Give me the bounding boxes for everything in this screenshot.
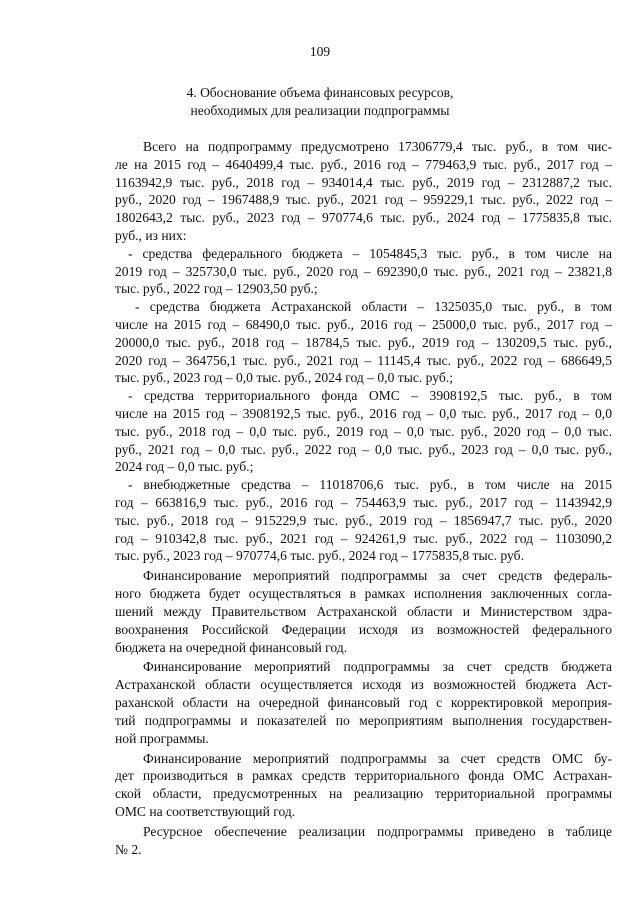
paragraph-line: числе на 2015 год – 3908192,5 тыс. руб., 2016 год – 0,0 тыс. руб., 2017 год – 0,0 <box>115 405 612 421</box>
paragraph <box>115 476 612 565</box>
section-heading-line-1: 4. Обоснование объема финансовых ресурсов, <box>186 85 454 100</box>
section-heading-line-2: необходимых для реализации подпрограммы <box>190 103 450 118</box>
paragraph-line: - средства федерального бюджета – 1054845,3 тыс. руб., в том числе на <box>128 245 612 261</box>
paragraph-line: шений между Правительством Астраханской области и Министерством здра- <box>115 603 612 619</box>
paragraph-line: - средства территориального фонда ОМС – 3908192,5 тыс. руб., в том <box>128 388 612 404</box>
paragraph-line: ской области, предусмотренных на реализацию территориальной программы <box>115 786 612 802</box>
paragraph <box>115 387 612 476</box>
paragraph-line: тыс. руб., 2023 год – 970774,6 тыс. руб., 2024 год – 1775835,8 тыс. руб. <box>115 548 524 564</box>
page-number: 109 <box>309 44 331 59</box>
paragraph-line: Астраханской области осуществляется исходя из возможностей бюджета Аст- <box>115 677 612 693</box>
paragraph-line: числе на 2015 год – 68490,0 тыс. руб., 2016 год – 25000,0 тыс. руб., 2017 год – <box>115 316 612 332</box>
paragraph-line: дет производиться в рамках средств территориального фонда ОМС Астрахан- <box>115 768 612 784</box>
paragraph-line: ле на 2015 год – 4640499,4 тыс. руб., 2016 год – 779463,9 тыс. руб., 2017 год – <box>115 156 612 172</box>
paragraph-line: тыс. руб., 2023 год – 0,0 тыс. руб., 2024 год – 0,0 тыс. руб.; <box>115 370 453 386</box>
paragraph <box>115 658 612 747</box>
paragraph-line: воохранения Российской Федерации исходя из возможностей федерального <box>115 621 612 637</box>
paragraph-line: Финансирование мероприятий подпрограммы за счет средств бюджета <box>143 659 612 675</box>
section-heading <box>0 84 640 120</box>
paragraph-line: руб., 2021 год – 0,0 тыс. руб., 2022 год – 0,0 тыс. руб., 2023 год – 0,0 тыс. руб., <box>115 441 612 457</box>
paragraph-line: Финансирование мероприятий подпрограммы за счет средств ОМС бу- <box>143 750 612 766</box>
paragraph-line: тыс. руб., 2018 год – 915229,9 тыс. руб., 2019 год – 1856947,7 тыс. руб., 2020 <box>115 512 612 528</box>
paragraph-line: Ресурсное обеспечение реализации подпрограммы приведено в таблице <box>143 824 612 840</box>
paragraph-line: Финансирование мероприятий подпрограммы за счет средств федераль- <box>143 568 612 584</box>
paragraph <box>115 298 612 387</box>
paragraph-line: 2019 год – 325730,0 тыс. руб., 2020 год – 692390,0 тыс. руб., 2021 год – 23821,8 <box>115 263 612 279</box>
paragraph-line: № 2. <box>115 841 142 857</box>
paragraph-line: 20000,0 тыс. руб., 2018 год – 18784,5 тыс. руб., 2019 год – 130209,5 тыс. руб., <box>115 334 612 350</box>
paragraph-line: Всего на подпрограмму предусмотрено 17306779,4 тыс. руб., в том чис- <box>143 139 612 154</box>
paragraph-line: руб., 2020 год – 1967488,9 тыс. руб., 2021 год – 959229,1 тыс. руб., 2022 год – <box>115 192 612 208</box>
paragraph <box>115 245 612 298</box>
paragraph <box>115 138 612 245</box>
paragraph-line: раханской области на очередной финансовый год с корректировкой мероприя- <box>115 695 612 711</box>
paragraph-line: тыс. руб., 2022 год – 12903,50 руб.; <box>115 281 318 297</box>
paragraph-line: тыс. руб., 2018 год – 0,0 тыс. руб., 2019 год – 0,0 тыс. руб., 2020 год – 0,0 тыс. <box>115 423 612 439</box>
paragraph-line: ОМС на соответствующий год. <box>115 804 296 820</box>
paragraph-line: - средства бюджета Астраханской области – 1325035,0 тыс. руб., в том <box>135 299 612 315</box>
paragraph-line: бюджета на очередной финансовый год. <box>115 639 348 655</box>
paragraph-line: 1802643,2 тыс. руб., 2023 год – 970774,6 тыс. руб., 2024 год – 1775835,8 тыс. <box>115 210 612 226</box>
paragraph-line: ной программы. <box>115 730 209 746</box>
paragraph-line: 2020 год – 364756,1 тыс. руб., 2021 год – 11145,4 тыс. руб., 2022 год – 686649,5 <box>115 352 612 368</box>
paragraph-line: - внебюджетные средства – 11018706,6 тыс. руб., в том числе на 2015 <box>128 477 612 493</box>
paragraph <box>115 567 612 656</box>
paragraph-line: тий подпрограммы и показателей по мероприятиям выполнения государствен- <box>115 712 612 728</box>
paragraph-line: 2024 год – 0,0 тыс. руб.; <box>115 459 254 475</box>
paragraph-line: год – 910342,8 тыс. руб., 2021 год – 924261,9 тыс. руб., 2022 год – 1103090,2 <box>115 530 612 546</box>
paragraph-line: руб., из них: <box>115 227 187 243</box>
paragraph <box>115 750 612 821</box>
paragraph-line: ного бюджета будет осуществляться в рамках исполнения заключенных согла- <box>115 586 612 602</box>
paragraph-line: год – 663816,9 тыс. руб., 2016 год – 754463,9 тыс. руб., 2017 год – 1143942,9 <box>115 494 612 510</box>
paragraph-line: 1163942,9 тыс. руб., 2018 год – 934014,4 тыс. руб., 2019 год – 2312887,2 тыс. <box>115 174 612 190</box>
paragraph <box>115 823 612 859</box>
body-text <box>115 138 612 859</box>
